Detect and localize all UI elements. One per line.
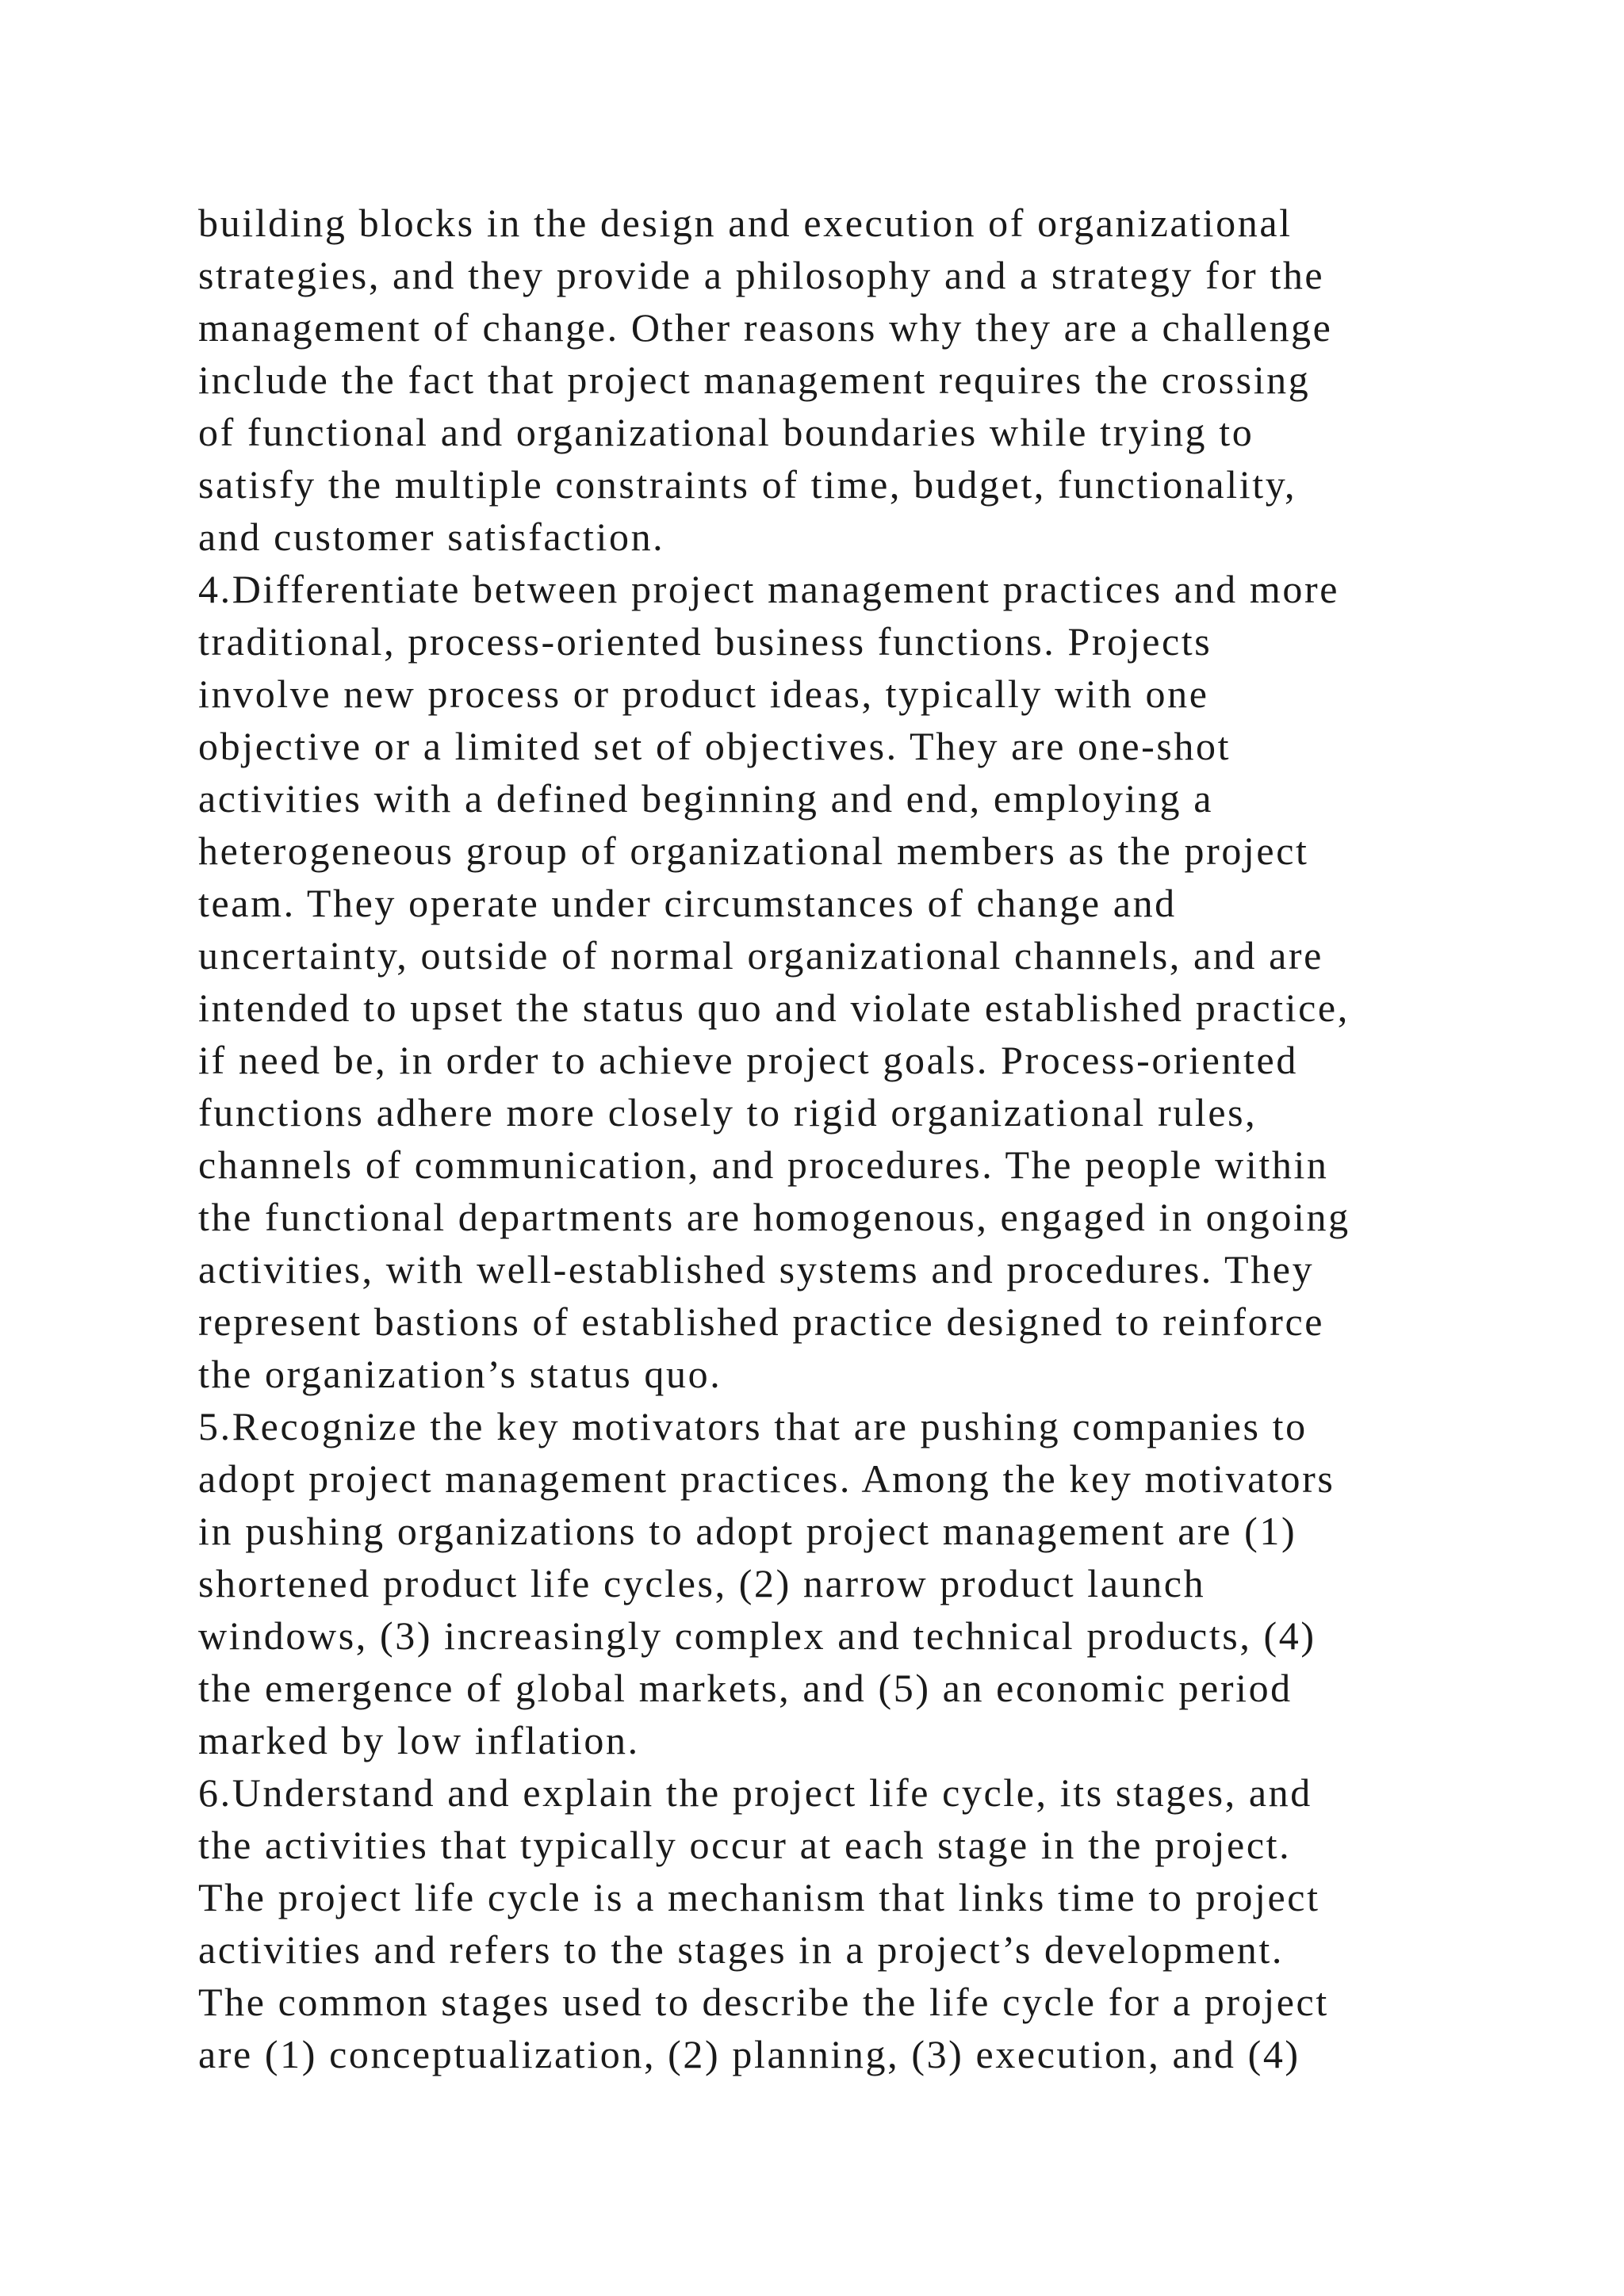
text-line: the organization’s status quo. bbox=[198, 1352, 722, 1396]
text-line: functions adhere more closely to rigid organizational rules, bbox=[198, 1090, 1258, 1135]
text-line: the activities that typically occur at each stage in the project. bbox=[198, 1823, 1292, 1867]
body-text bbox=[198, 197, 1499, 2080]
text-line: include the fact that project management requires the crossing bbox=[198, 358, 1311, 402]
text-line: involve new process or product ideas, typically with one bbox=[198, 672, 1209, 716]
text-line: if need be, in order to achieve project goals. Process-oriented bbox=[198, 1038, 1298, 1082]
text-line: activities and refers to the stages in a project’s development. bbox=[198, 1927, 1284, 1972]
text-line: intended to upset the status quo and violate established practice, bbox=[198, 985, 1350, 1030]
text-line: represent bastions of established practice designed to reinforce bbox=[198, 1299, 1325, 1344]
text-line: objective or a limited set of objectives. They are one-shot bbox=[198, 724, 1231, 768]
text-line: channels of communication, and procedures. The people within bbox=[198, 1142, 1329, 1187]
text-line: The common stages used to describe the life cycle for a project bbox=[198, 1980, 1329, 2024]
text-line: The project life cycle is a mechanism that links time to project bbox=[198, 1875, 1320, 1919]
item-6-heading-line: 6.Understand and explain the project life cycle, its stages, and bbox=[198, 1770, 1312, 1815]
text-line: management of change. Other reasons why they are a challenge bbox=[198, 305, 1333, 350]
text-line: strategies, and they provide a philosophy and a strategy for the bbox=[198, 253, 1325, 297]
text-line: building blocks in the design and execution of organizational bbox=[198, 201, 1293, 245]
text-line: shortened product life cycles, (2) narrow product launch bbox=[198, 1561, 1206, 1605]
text-line: marked by low inflation. bbox=[198, 1718, 640, 1762]
text-line: uncertainty, outside of normal organizational channels, and are bbox=[198, 933, 1323, 978]
text-line: adopt project management practices. Among the key motivators bbox=[198, 1456, 1335, 1501]
text-line: activities, with well-established systems and procedures. They bbox=[198, 1247, 1315, 1292]
text-line: activities with a defined beginning and end, employing a bbox=[198, 776, 1214, 821]
text-line: heterogeneous group of organizational members as the project bbox=[198, 828, 1309, 873]
text-line: traditional, process-oriented business functions. Projects bbox=[198, 619, 1212, 664]
text-line: satisfy the multiple constraints of time, budget, functionality, bbox=[198, 462, 1297, 507]
text-line: are (1) conceptualization, (2) planning, (3) execution, and (4) bbox=[198, 2032, 1300, 2076]
text-line: the functional departments are homogenous, engaged in ongoing bbox=[198, 1195, 1350, 1239]
text-line: team. They operate under circumstances of change and bbox=[198, 881, 1177, 925]
item-4-heading-line: 4.Differentiate between project management practices and more bbox=[198, 567, 1340, 611]
text-line: in pushing organizations to adopt project management are (1) bbox=[198, 1509, 1297, 1553]
text-line: windows, (3) increasingly complex and technical products, (4) bbox=[198, 1613, 1316, 1658]
text-line: the emergence of global markets, and (5) an economic period bbox=[198, 1666, 1293, 1710]
text-line: and customer satisfaction. bbox=[198, 515, 665, 559]
text-line: of functional and organizational boundaries while trying to bbox=[198, 410, 1254, 454]
item-5-heading-line: 5.Recognize the key motivators that are pushing companies to bbox=[198, 1404, 1308, 1448]
